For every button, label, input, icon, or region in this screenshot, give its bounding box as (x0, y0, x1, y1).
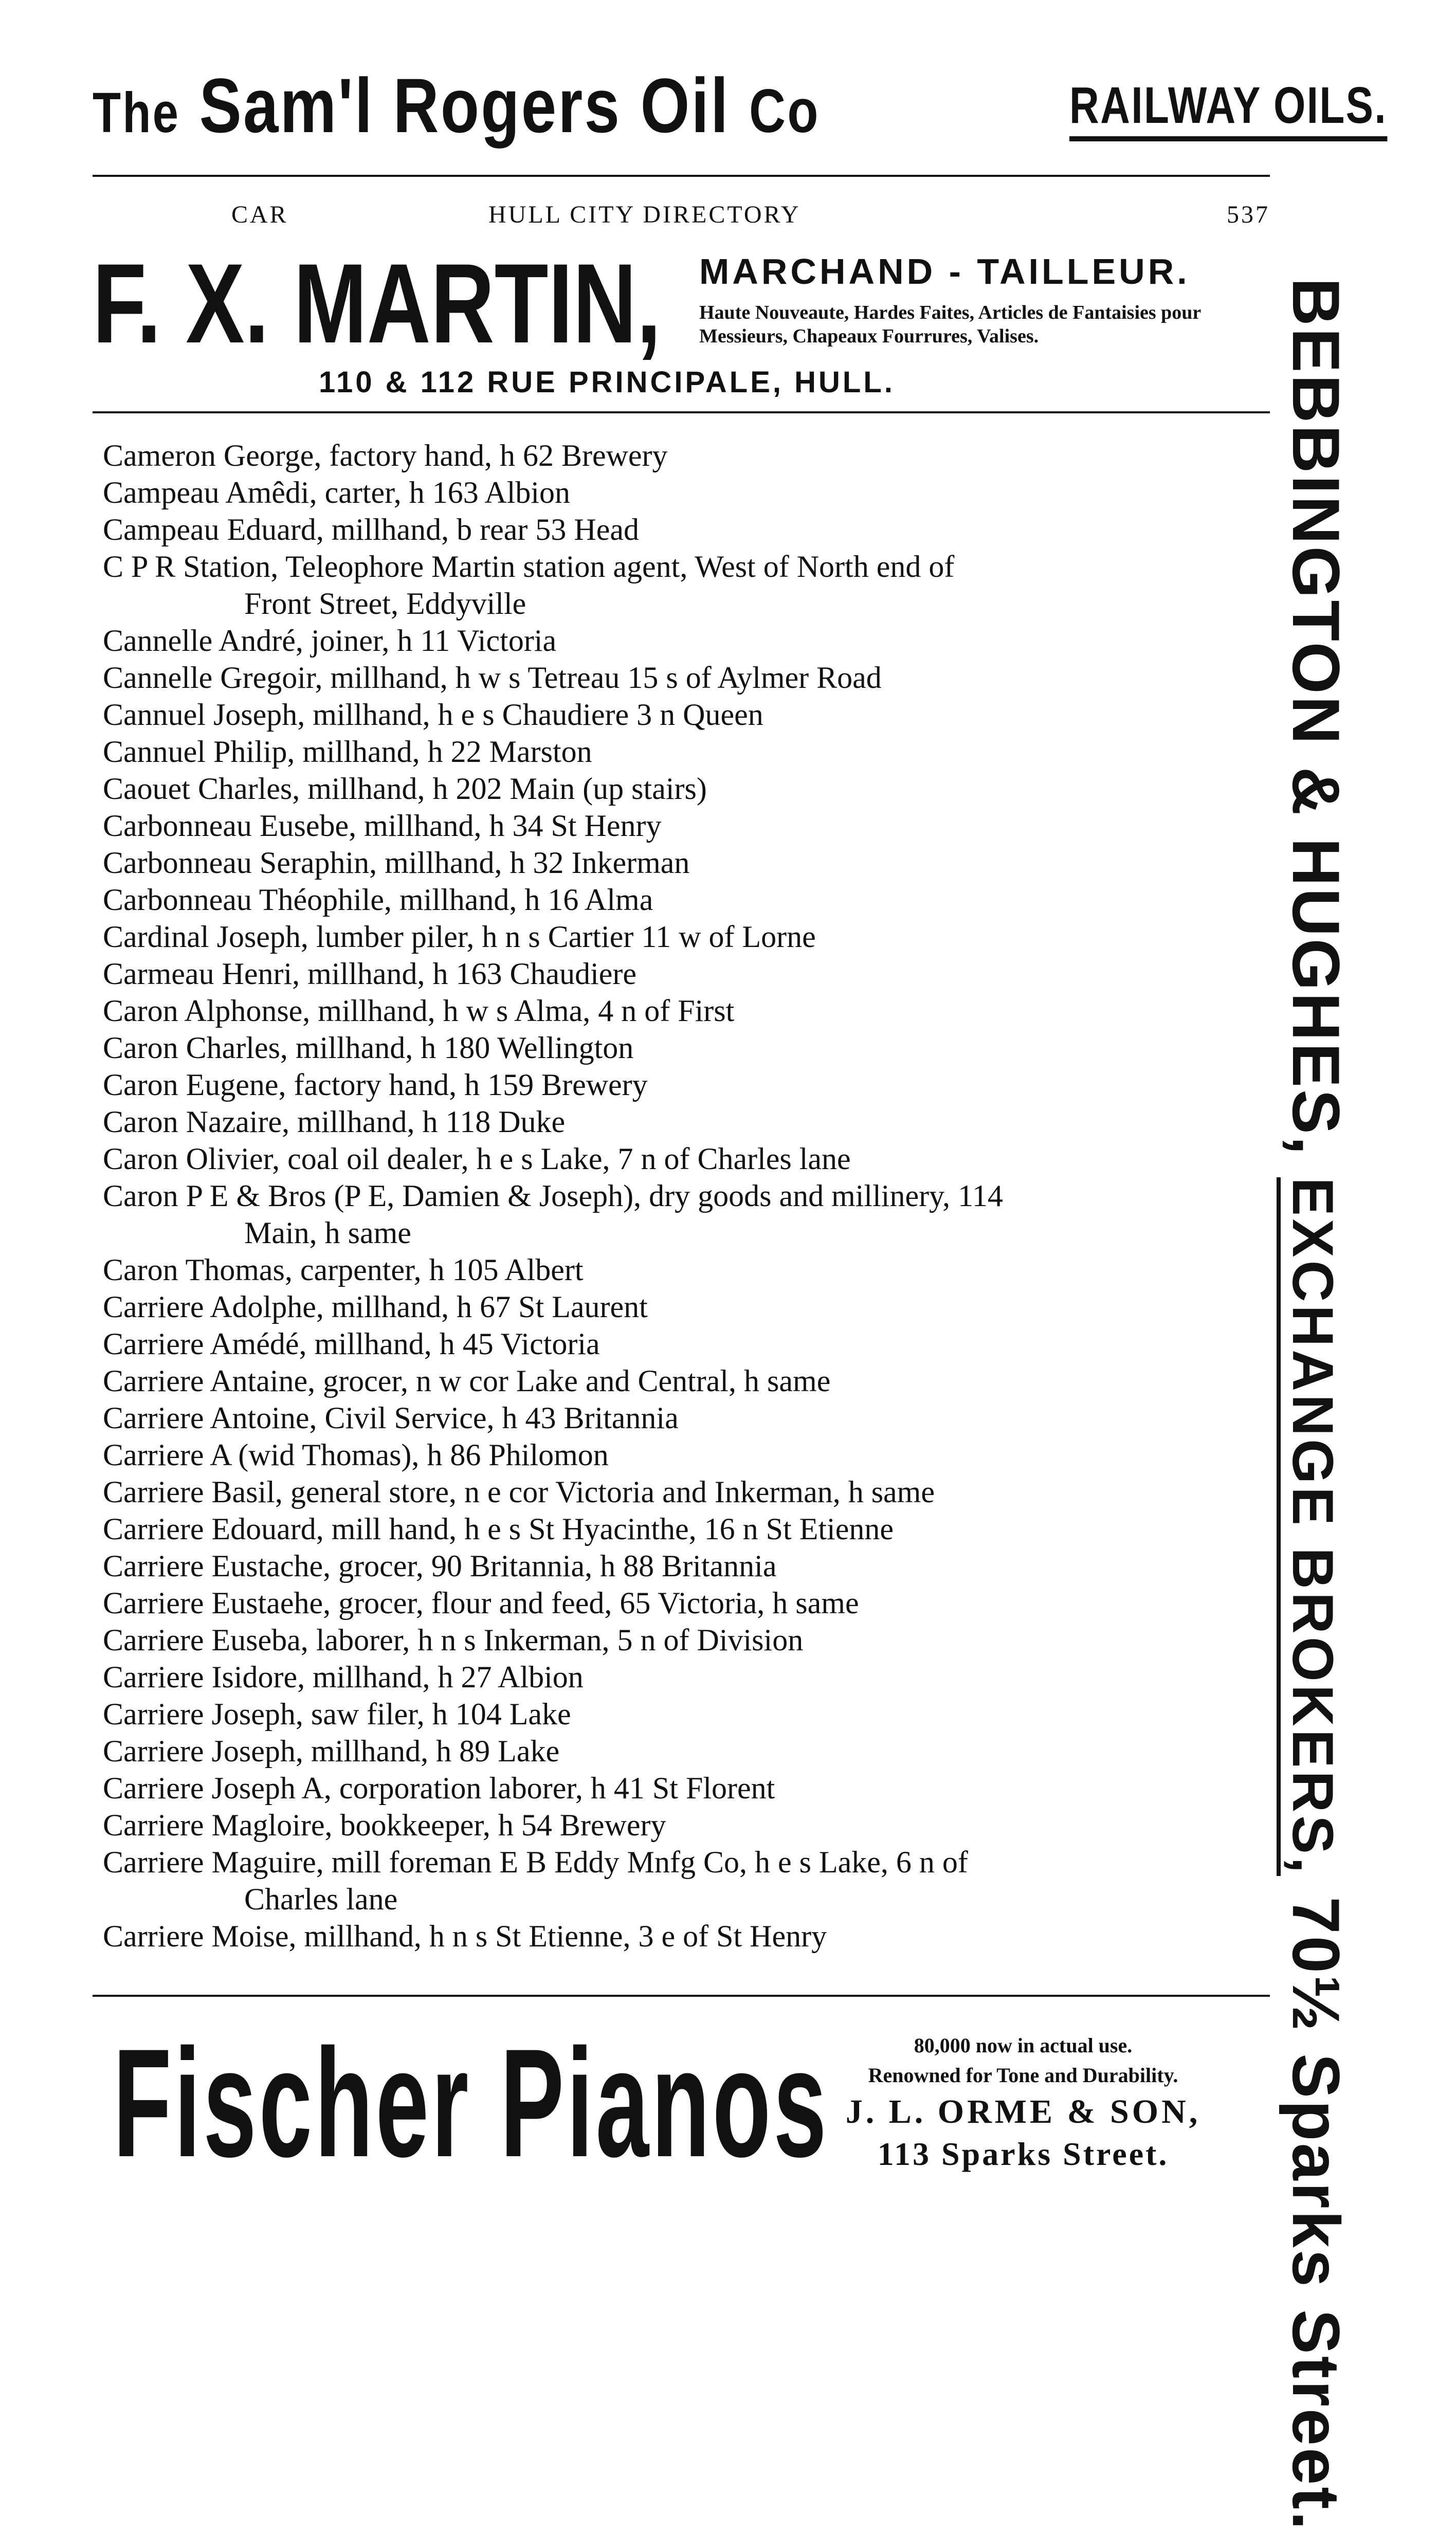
directory-entry (103, 1362, 1265, 1399)
directory-entry (103, 1177, 1265, 1251)
directory-entry (103, 1696, 1265, 1733)
entry-text: Caron Olivier, coal oil dealer, h e s Lake, 7 n of Charles lane (103, 1142, 851, 1176)
directory-entry (103, 1918, 1265, 1955)
directory-entry (103, 548, 1265, 622)
entry-text: Carriere Antoine, Civil Service, h 43 Britannia (103, 1401, 679, 1435)
martin-ad-title: MARCHAND - TAILLEUR. (699, 251, 1190, 292)
entry-text: Cannuel Philip, millhand, h 22 Marston (103, 735, 592, 769)
entry-text: Carriere Joseph A, corporation laborer, h 41 St Florent (103, 1771, 775, 1805)
directory-entry (103, 1807, 1265, 1844)
directory-entry (103, 992, 1265, 1029)
entry-text: Caron Charles, millhand, h 180 Wellington (103, 1031, 634, 1065)
entry-continuation: Charles lane (244, 1882, 398, 1916)
side-ad-text (1265, 278, 1368, 2532)
side-ad-exchange: EXCHANGE BROKERS, (1277, 1177, 1345, 1876)
rogers-oil-brand (93, 62, 820, 157)
side-ad-firm: BEBBINGTON & HUGHES, (1279, 278, 1354, 1157)
directory-entries (103, 437, 1265, 1955)
martin-ad-name: F. X. MARTIN, (93, 240, 661, 367)
brand-main: Sam'l Rogers Oil (199, 62, 730, 149)
entry-text: Carriere Edouard, mill hand, h e s St Hyacinthe, 16 n St Etienne (103, 1512, 894, 1546)
directory-entry (103, 1733, 1265, 1770)
fischer-ad-details (771, 2031, 1275, 2175)
directory-entry (103, 733, 1265, 770)
entry-text: Carriere Basil, general store, n e cor Victoria and Inkerman, h same (103, 1475, 935, 1509)
entry-text: Caron Nazaire, millhand, h 118 Duke (103, 1105, 566, 1139)
entry-text: Carbonneau Seraphin, millhand, h 32 Inkerman (103, 846, 690, 880)
railway-oils-tag: RAILWAY OILS. (1069, 76, 1387, 141)
entry-text: Cannelle Gregoir, millhand, h w s Tetreau 15 s of Aylmer Road (103, 661, 882, 695)
bottom-divider (93, 1995, 1270, 1997)
directory-entry (103, 1288, 1265, 1325)
directory-entry (103, 1103, 1265, 1140)
entry-text: Cannelle André, joiner, h 11 Victoria (103, 624, 557, 658)
entry-text: C P R Station, Teleophore Martin station agent, West of North end of (103, 550, 955, 584)
directory-entry (103, 955, 1265, 992)
brand-the: The (93, 81, 180, 144)
directory-entry (103, 1473, 1265, 1510)
entry-text: Carriere Magloire, bookkeeper, h 54 Brewery (103, 1808, 666, 1842)
top-advertisement (93, 62, 1387, 149)
entry-text: Caron Thomas, carpenter, h 105 Albert (103, 1253, 584, 1287)
ad-divider (93, 411, 1270, 413)
entry-text: Carbonneau Théophile, millhand, h 16 Alma (103, 883, 653, 917)
directory-entry (103, 511, 1265, 548)
fischer-ad-line1: 80,000 now in actual use. (914, 2034, 1133, 2057)
directory-entry (103, 844, 1265, 881)
directory-entry (103, 659, 1265, 696)
directory-entry (103, 437, 1265, 474)
directory-entry (103, 807, 1265, 844)
directory-entry (103, 1844, 1265, 1918)
entry-text: Carriere Isidore, millhand, h 27 Albion (103, 1660, 584, 1694)
entry-text: Carriere Eustaehe, grocer, flour and feed, 65 Victoria, h same (103, 1586, 859, 1620)
entry-text: Carriere Joseph, millhand, h 89 Lake (103, 1734, 560, 1768)
directory-entry (103, 622, 1265, 659)
directory-entry (103, 474, 1265, 511)
directory-entry (103, 1399, 1265, 1436)
entry-text: Carriere Euseba, laborer, h n s Inkerman, 5 n of Division (103, 1623, 804, 1657)
entry-text: Carriere Joseph, saw filer, h 104 Lake (103, 1697, 571, 1731)
entry-continuation: Main, h same (244, 1216, 411, 1250)
directory-entry (103, 1547, 1265, 1584)
entry-text: Campeau Eduard, millhand, b rear 53 Head (103, 513, 639, 547)
page-number: 537 (1227, 201, 1270, 228)
entry-text: Carriere Antaine, grocer, n w cor Lake and Central, h same (103, 1364, 831, 1398)
brand-co: Co (749, 77, 820, 145)
header-title: HULL CITY DIRECTORY (488, 201, 801, 228)
entry-continuation: Front Street, Eddyville (244, 587, 526, 621)
entry-text: Carriere Moise, millhand, h n s St Etienne, 3 e of St Henry (103, 1919, 827, 1953)
side-ad-address: 70½ Sparks Street. (1279, 1897, 1354, 2532)
side-advertisement (1279, 278, 1429, 2532)
directory-entry (103, 1029, 1265, 1066)
directory-entry (103, 1584, 1265, 1622)
entry-text: Carbonneau Eusebe, millhand, h 34 St Henry (103, 809, 662, 843)
entry-text: Carmeau Henri, millhand, h 163 Chaudiere (103, 957, 637, 991)
directory-entry (103, 1770, 1265, 1807)
directory-entry (103, 1622, 1265, 1659)
fischer-pianos-brand: Fischer Pianos (113, 2016, 829, 2189)
directory-entry (103, 1325, 1265, 1362)
entry-text: Cannuel Joseph, millhand, h e s Chaudiere 3 n Queen (103, 698, 763, 732)
entry-text: Carriere A (wid Thomas), h 86 Philomon (103, 1438, 609, 1472)
entry-text: Carriere Adolphe, millhand, h 67 St Laurent (103, 1290, 648, 1324)
entry-text: Caron Eugene, factory hand, h 159 Brewery (103, 1068, 648, 1102)
directory-entry (103, 770, 1265, 807)
directory-entry (103, 696, 1265, 733)
directory-entry (103, 918, 1265, 955)
directory-entry (103, 1436, 1265, 1473)
directory-entry (103, 1510, 1265, 1547)
entry-text: Cameron George, factory hand, h 62 Brewery (103, 439, 668, 472)
running-header (93, 201, 1270, 236)
directory-entry (103, 1659, 1265, 1696)
martin-ad-description: Haute Nouveaute, Hardes Faites, Articles de Fantaisies pour Messieurs, Chapeaux Fourrures, Valises. (699, 302, 1201, 347)
entry-text: Carriere Maguire, mill foreman E B Eddy Mnfg Co, h e s Lake, 6 n of (103, 1845, 968, 1879)
martin-ad-address: 110 & 112 RUE PRINCIPALE, HULL. (319, 366, 895, 399)
directory-entry (103, 1066, 1265, 1103)
entry-text: Carriere Amédé, millhand, h 45 Victoria (103, 1327, 600, 1361)
fischer-ad-dealer: J. L. ORME & SON, (845, 2093, 1201, 2130)
entry-text: Campeau Amêdi, carter, h 163 Albion (103, 476, 571, 509)
directory-entry (103, 1140, 1265, 1177)
directory-entry (103, 1251, 1265, 1288)
entry-text: Carriere Eustache, grocer, 90 Britannia, h 88 Britannia (103, 1549, 777, 1583)
entry-text: Cardinal Joseph, lumber piler, h n s Cartier 11 w of Lorne (103, 920, 816, 954)
entry-text: Caron Alphonse, millhand, h w s Alma, 4 n of First (103, 994, 735, 1028)
header-guide-word: CAR (231, 201, 288, 228)
entry-text: Caron P E & Bros (P E, Damien & Joseph), dry goods and millinery, 114 (103, 1179, 1003, 1213)
directory-entry (103, 881, 1265, 918)
fischer-ad-address: 113 Sparks Street. (877, 2136, 1169, 2172)
top-divider (93, 175, 1270, 177)
fischer-ad-line2: Renowned for Tone and Durability. (868, 2064, 1178, 2087)
entry-text: Caouet Charles, millhand, h 202 Main (up stairs) (103, 772, 707, 806)
